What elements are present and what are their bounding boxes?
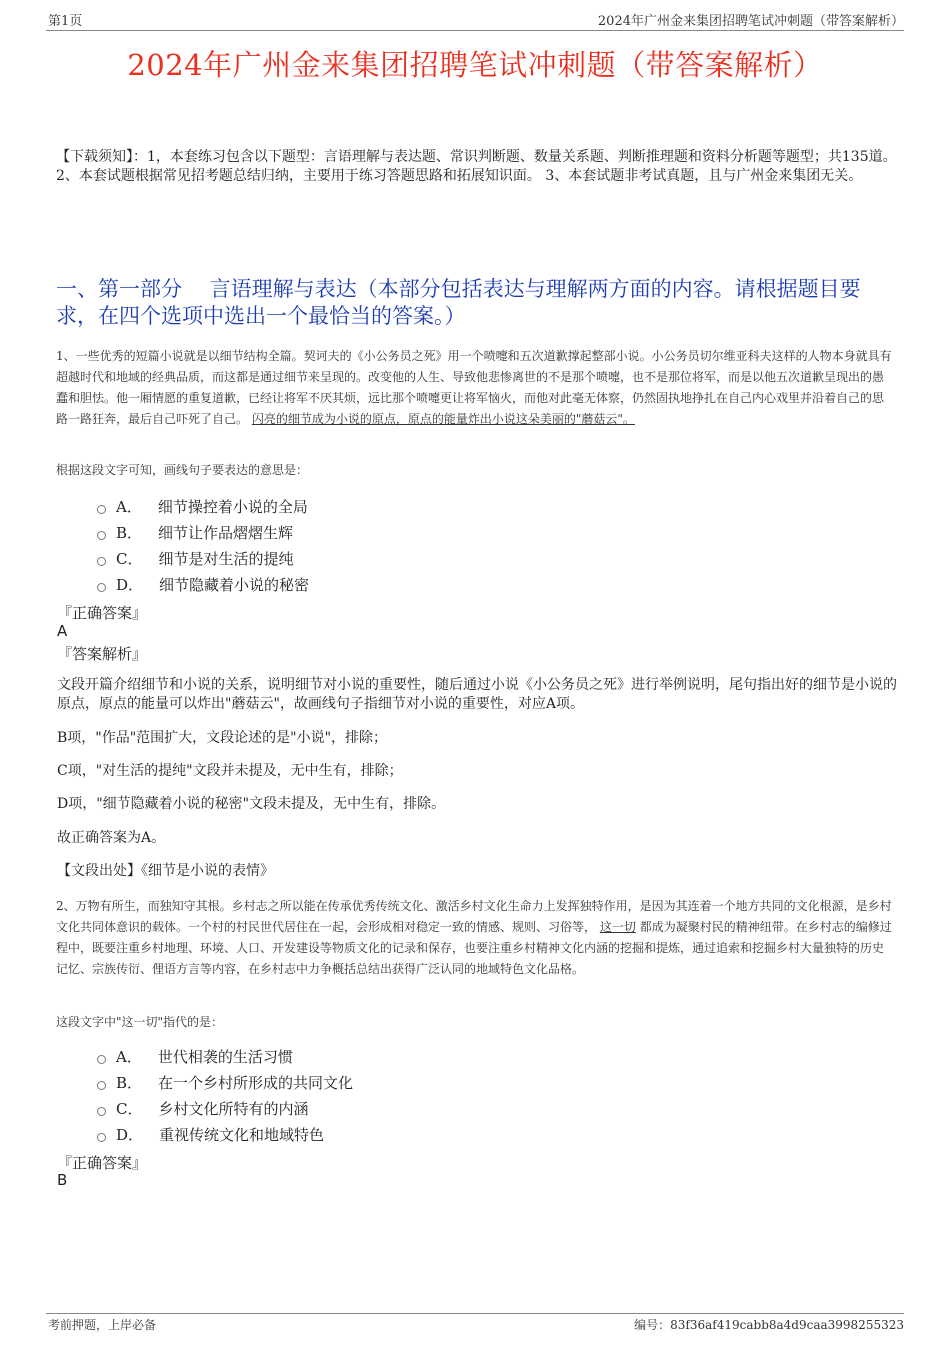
question-1-answer-label: 『正确答案』 [57,604,148,622]
header-page-number: 第1页 [48,14,83,29]
question-2-passage [56,896,894,980]
question-2-text-before: 2、万物有所生，而独知守其根。乡村志之所以能在传承优秀传统文化、激活乡村文化生命力上发挥独特作用，是因为其连着一个地方共同的文化根源，是乡村文化共同体意识的载体。一个村的村民世代居住在一起，会形成相对稳定一致的情感、规则、习俗等， [56,899,892,934]
radio-icon[interactable] [97,505,106,514]
radio-icon[interactable] [97,1107,106,1116]
radio-icon[interactable] [97,583,106,592]
header-divider [46,30,904,31]
footer-serial: 编号：83f36af419cabb8a4d9caa3998255323 [634,1318,904,1332]
question-2-underlined: 这一切 [599,920,636,934]
question-1-passage [56,346,894,430]
question-2-prompt: 这段文字中"这一切"指代的是： [56,1015,224,1029]
question-2-answer: B [57,1171,68,1189]
radio-icon[interactable] [97,1055,106,1064]
question-1-text: 1、一些优秀的短篇小说就是以细节结构全篇。契诃夫的《小公务员之死》用一个喷嚏和五次道歉撑起整部小说。小公务员切尔维亚科夫这样的人物本身就具有超越时代和地域的经典品质，而这都是通过细节来呈现的。改变他的人生、导致他悲惨离世的不是那个喷嚏，也不是那位将军，而是以他五次道歉呈现出的愚蠢和胆怯。他一厢情愿的重复道歉，已经让将军不厌其烦，远比那个喷嚏更让将军恼火，而他对此毫无体察，仍然固执地挣扎在自己内心戏里并沿着自己的思路一路狂奔，最后自己吓死了自己。 [56,349,892,426]
question-1-option-a[interactable]: A． 细节操控着小说的全局 [97,496,308,517]
question-1-source: 【文段出处】《细节是小说的表情》 [57,863,274,879]
download-notice: 【下载须知】：1，本套练习包含以下题型：言语理解与表达题、常识判断题、数量关系题、判断推理题和资料分析题等题型；共135道。 2、本套试题根据常见招考题总结归纳，主要用于练习答题思路和拓展知识面。 3、本套试题非考试真题，且与广州金来集团无关。 [56,149,897,184]
question-2-option-d[interactable]: D． 重视传统文化和地域特色 [97,1124,324,1145]
question-1-answer: A [57,622,68,640]
question-1-option-c[interactable]: C． 细节是对生活的提纯 [97,548,294,569]
question-2-option-c[interactable]: C． 乡村文化所特有的内涵 [97,1098,309,1119]
question-2-answer-label: 『正确答案』 [57,1154,148,1172]
question-1-analysis-d: D项，"细节隐藏着小说的秘密"文段未提及，无中生有，排除。 [57,796,446,812]
section-heading: 一、第一部分 言语理解与表达（本部分包括表达与理解两方面的内容。请根据题目要求，在四个选项中选出一个最恰当的答案。） [56,277,861,328]
footer-slogan: 考前押题，上岸必备 [48,1318,157,1332]
question-1-underlined: 闪亮的细节成为小说的原点，原点的能量炸出小说这朵美丽的"蘑菇云"。 [251,412,635,426]
header-doc-title: 2024年广州金来集团招聘笔试冲刺题（带答案解析） [597,14,904,29]
question-1-option-d[interactable]: D． 细节隐藏着小说的秘密 [97,574,309,595]
question-1-conclusion: 故正确答案为A。 [57,830,166,846]
question-2-text-after: 都成为凝聚村民的精神纽带。在乡村志的编修过程中，既要注重乡村地理、环境、人口、开发建设等物质文化的记录和保存，也要注重乡村精神文化内涵的挖掘和提炼，通过追索和挖掘乡村大量独特的历史记忆、宗族传衍、俚语方言等内容，在乡村志中力争概括总结出获得广泛认同的地域特色文化品格。 [56,920,892,976]
question-1-analysis-b: B项，"作品"范围扩大，文段论述的是"小说"，排除； [57,730,388,746]
question-1-analysis-main: 文段开篇介绍细节和小说的关系，说明细节对小说的重要性，随后通过小说《小公务员之死》进行举例说明，尾句指出好的细节是小说的原点，原点的能量可以炸出"蘑菇云"，故画线句子指细节对小说的重要性，对应A项。 [57,677,897,712]
radio-icon[interactable] [97,1133,106,1142]
question-1-analysis-c: C项，"对生活的提纯"文段并未提及，无中生有，排除； [57,763,403,779]
page-title: 2024年广州金来集团招聘笔试冲刺题（带答案解析） [127,48,823,82]
footer-divider [46,1313,904,1314]
radio-icon[interactable] [97,1081,106,1090]
question-1-option-b[interactable]: B． 细节让作品熠熠生辉 [97,522,293,543]
question-1-prompt: 根据这段文字可知，画线句子要表达的意思是： [56,463,309,477]
question-2-option-a[interactable]: A． 世代相袭的生活习惯 [97,1046,293,1067]
radio-icon[interactable] [97,531,106,540]
radio-icon[interactable] [97,557,106,566]
question-2-option-b[interactable]: B． 在一个乡村所形成的共同文化 [97,1072,353,1093]
question-1-analysis-label: 『答案解析』 [57,645,148,663]
